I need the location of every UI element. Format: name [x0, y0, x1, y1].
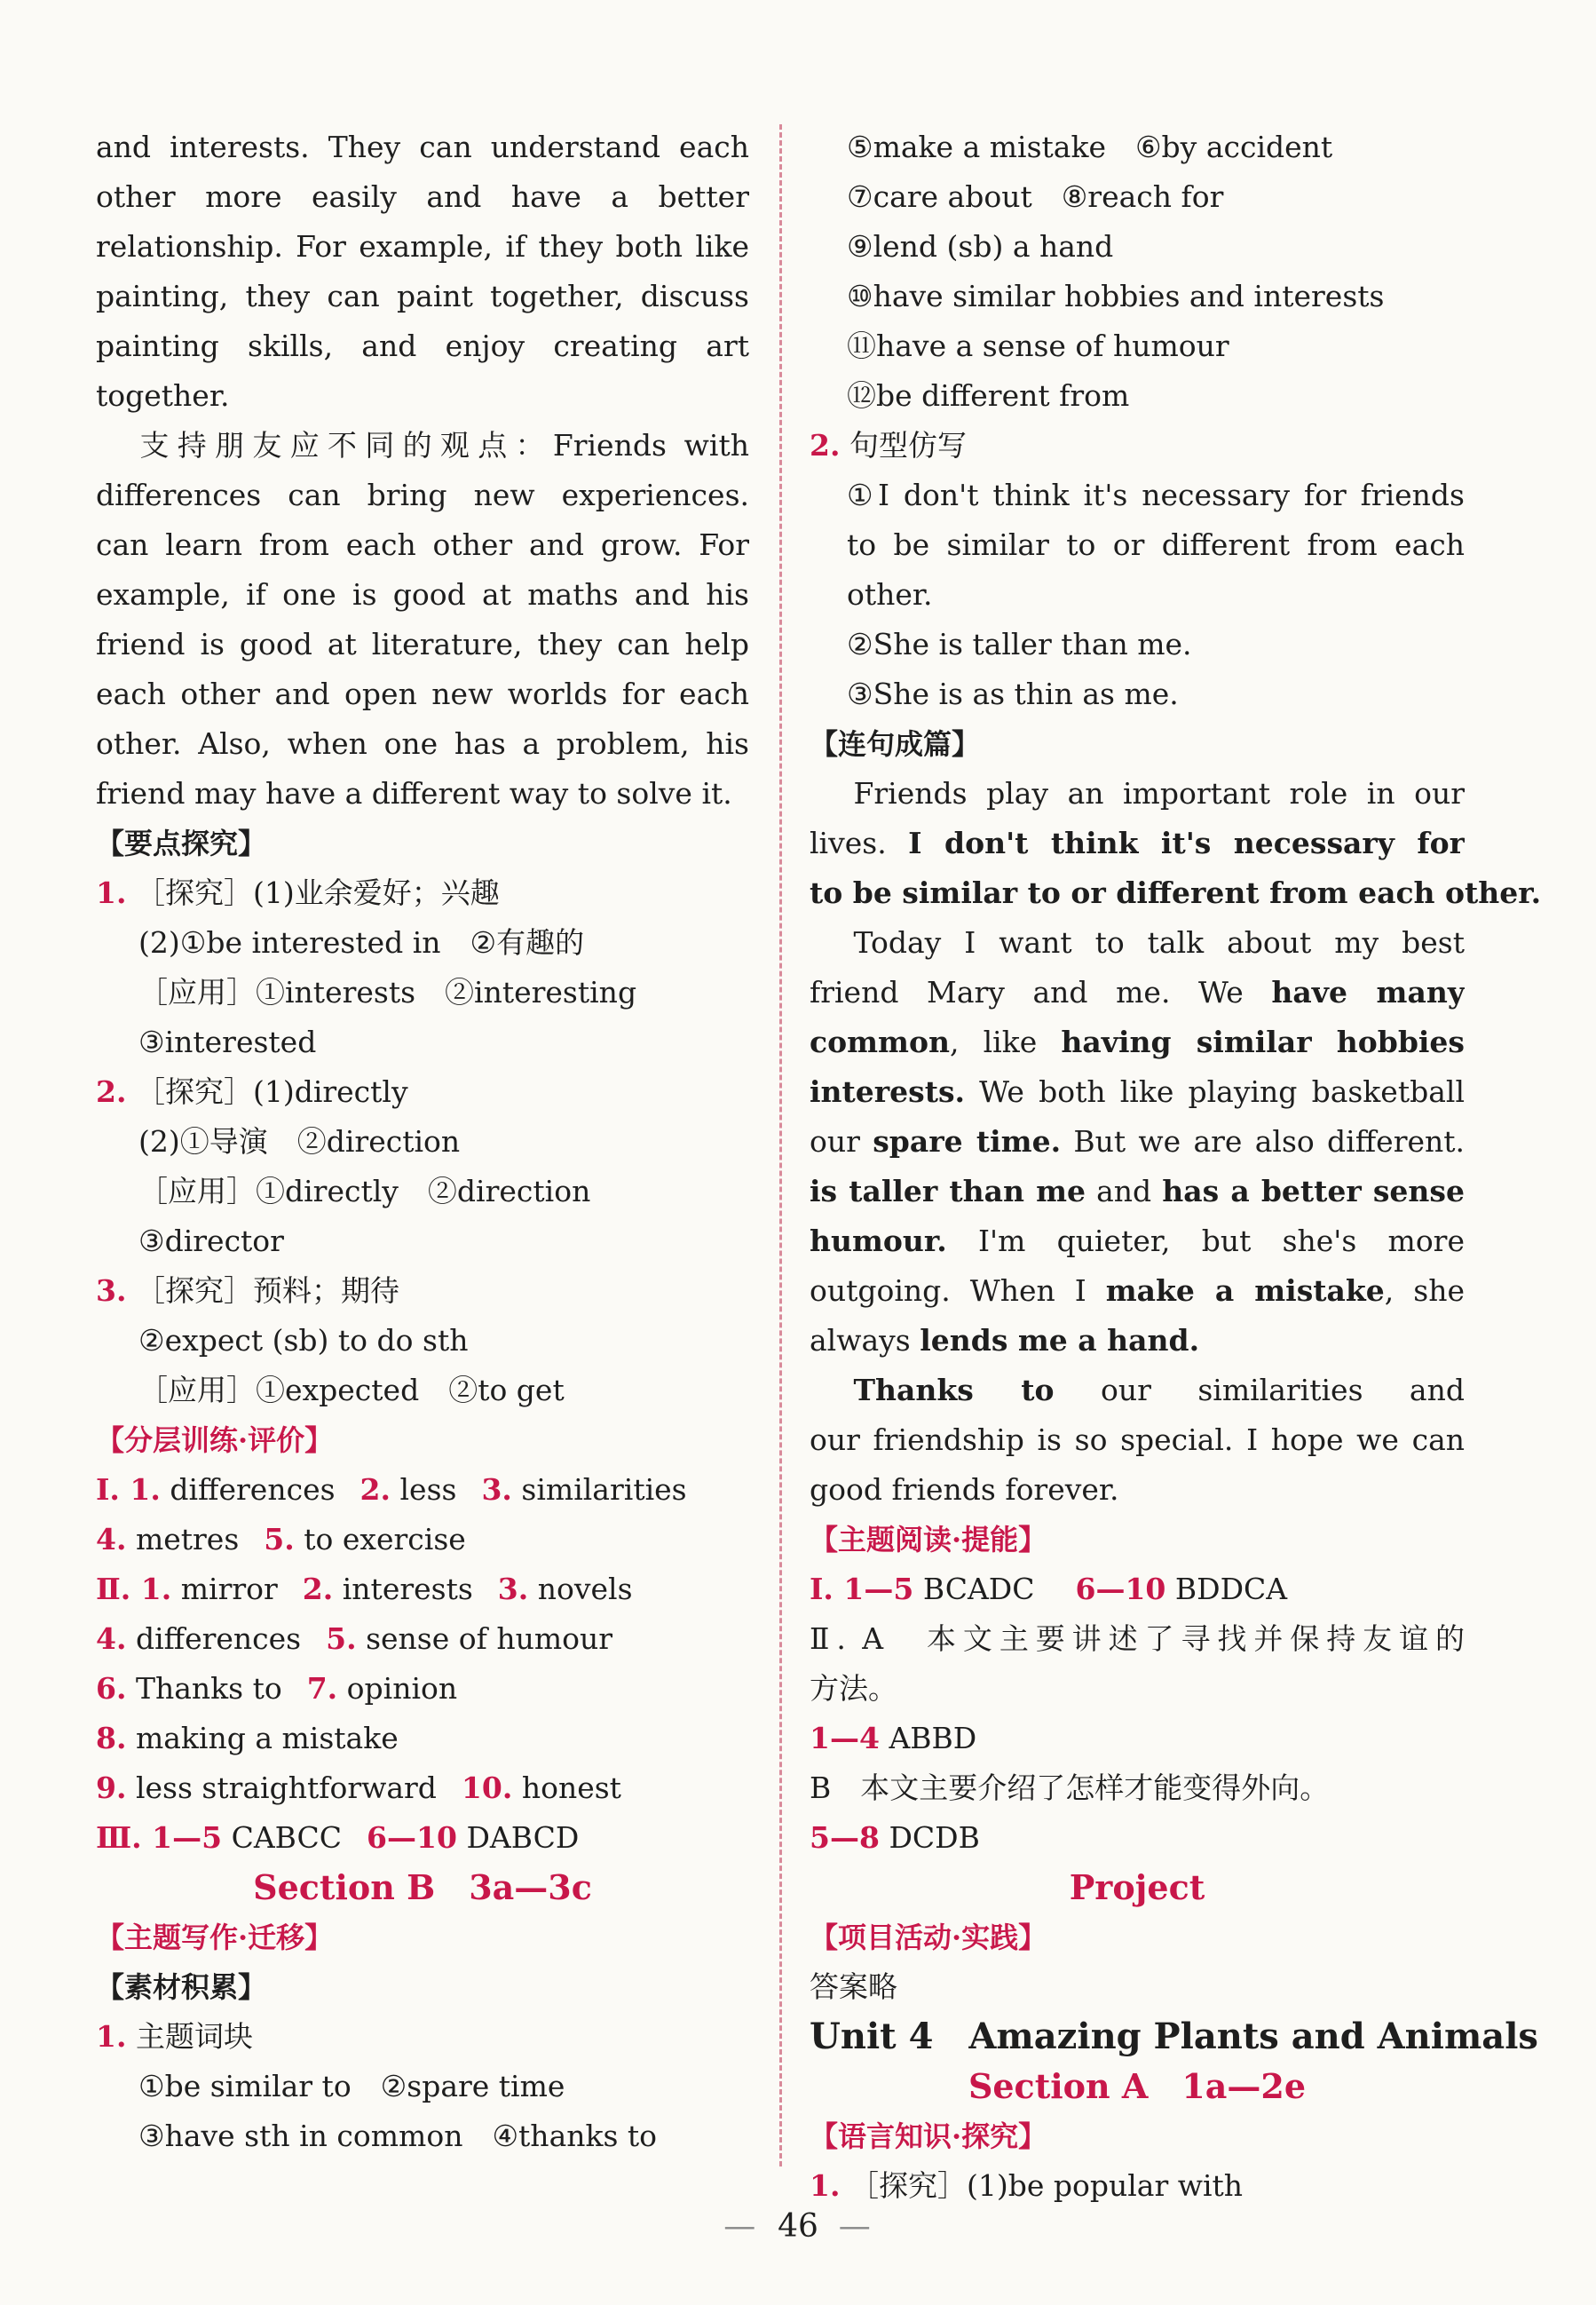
reading-answer: 5—8 DCDB	[810, 1820, 980, 1855]
item-number: 9.	[96, 1770, 127, 1805]
text-line: ③have sth in common ④thanks to	[138, 2119, 658, 2153]
text-line: 支持朋友应不同的观点：Friends with	[139, 428, 749, 463]
text-line: (2)①be interested in ②有趣的	[138, 925, 585, 960]
text-line: to be similar to or different from each	[847, 527, 1465, 562]
item-number: 6.	[96, 1671, 127, 1706]
answer-text: making a mistake	[135, 1721, 399, 1755]
sentence-imitation-item: 2. 句型仿写	[810, 428, 967, 463]
text-line: ①be similar to ②spare time	[138, 2069, 565, 2103]
text-line: other.	[847, 577, 933, 612]
phrase-line: ⑨lend (sb) a hand	[847, 229, 1114, 264]
essay-line: Thanks to our similarities and	[853, 1373, 1465, 1407]
phrase-line: ⑩have similar hobbies and interests	[847, 279, 1385, 313]
item-number: 5.	[264, 1522, 295, 1556]
keypoint-item: 2. ［探究］(1)directly	[96, 1074, 408, 1109]
answer-text: to exercise	[304, 1522, 466, 1556]
text-line: relationship. For example, if they both like	[96, 229, 749, 264]
exercise-answer-line	[96, 1515, 749, 1564]
page-number: — 46 —	[723, 2208, 873, 2245]
material-header: 【素材积累】	[96, 1970, 267, 2004]
keypoints-header: 【要点探究】	[96, 827, 267, 860]
essay-line: is taller than me and has a better sense	[810, 1174, 1465, 1208]
keypoint-item: 3. ［探究］预料；期待	[96, 1273, 399, 1308]
text-line: painting skills, and enjoy creating art	[96, 329, 749, 363]
text-line: and interests. They can understand each	[96, 130, 749, 164]
essay-line: outgoing. When I make a mistake, she	[810, 1273, 1465, 1308]
essay-line: our friendship is so special. I hope we can	[810, 1422, 1465, 1457]
reading-answer: Ⅱ. A 本文主要讲述了寻找并保持友谊的	[810, 1621, 1465, 1656]
reading-answer: B 本文主要介绍了怎样才能变得外向。	[810, 1770, 1330, 1805]
column-divider	[779, 124, 782, 2166]
item-number: 5.	[326, 1621, 357, 1656]
text-line: each other and open new worlds for each	[96, 677, 749, 711]
text-line: other more easily and have a better	[96, 179, 749, 214]
left-column	[96, 123, 749, 2161]
answer-text: metres	[135, 1522, 240, 1556]
essay-line: Today I want to talk about my best	[853, 925, 1465, 960]
item-number: 1.	[810, 2168, 841, 2203]
section-title: Section B 3a—3c	[253, 1867, 592, 1907]
exercise-answer-line	[96, 1813, 749, 1863]
phrase-line: ⑤make a mistake ⑥by accident	[847, 130, 1333, 164]
item-number: 3.	[497, 1572, 529, 1606]
item-number: 4.	[96, 1621, 127, 1656]
answer-text: interests	[342, 1572, 473, 1606]
item-number: 6—10	[367, 1820, 457, 1855]
text-line: friend is good at literature, they can help	[96, 627, 749, 661]
item-number: 4.	[96, 1522, 127, 1556]
item-number: 1.	[96, 2019, 127, 2054]
answer-text: Thanks to	[135, 1671, 282, 1706]
item-number: 1.	[96, 875, 127, 910]
answer-text: DABCD	[466, 1820, 580, 1855]
answer-text: mirror	[180, 1572, 278, 1606]
project-answer: 答案略	[810, 1969, 897, 2004]
answer-text: less	[399, 1472, 457, 1507]
answer-text: differences	[135, 1621, 302, 1656]
phrase-line: ⑫be different from	[847, 378, 1130, 413]
phrase-line: ⑦care about ⑧reach for	[847, 179, 1224, 214]
material-item: 1. 主题词块	[96, 2019, 253, 2054]
essay-line: Friends play an important role in our	[853, 776, 1465, 811]
unit-title: Unit 4 Amazing Plants and Animals	[810, 2016, 1538, 2057]
essay-line: friend Mary and me. We have many	[810, 975, 1465, 1010]
answer-text: less straightforward	[135, 1770, 437, 1805]
essay-line: common, like having similar hobbies	[810, 1025, 1465, 1059]
item-number: Ⅲ. 1—5	[96, 1820, 223, 1855]
answer-text: sense of humour	[366, 1621, 613, 1656]
text-line: can learn from each other and grow. For	[96, 527, 749, 562]
item-number: 3.	[96, 1273, 127, 1308]
text-line: ［应用］①interests ②interesting	[138, 975, 637, 1010]
reading-answer: 1—4 ABBD	[810, 1721, 977, 1755]
text-line: example, if one is good at maths and his	[96, 577, 749, 612]
item-number: Ⅱ. 1.	[96, 1572, 172, 1606]
answer-text: similarities	[521, 1472, 687, 1507]
project-header: 【项目活动·实践】	[810, 1921, 1047, 1954]
exercise-answer-line	[96, 1564, 749, 1614]
essay-line: humour. I'm quieter, but she's more	[810, 1224, 1465, 1258]
item-number: 7.	[306, 1671, 338, 1706]
essay-line: good friends forever.	[810, 1472, 1119, 1507]
essay-line: always lends me a hand.	[810, 1323, 1200, 1358]
reading-answer: 方法。	[810, 1671, 897, 1706]
writing-header: 【主题写作·迁移】	[96, 1921, 334, 1954]
language-header: 【语言知识·探究】	[810, 2119, 1047, 2153]
answer-text: novels	[537, 1572, 633, 1606]
text-line: ②She is taller than me.	[847, 627, 1192, 661]
item-number: Ⅰ. 1.	[96, 1472, 161, 1507]
text-line: ①I don't think it's necessary for friends	[847, 478, 1465, 512]
text-line: ②expect (sb) to do sth	[138, 1323, 469, 1358]
reading-header: 【主题阅读·提能】	[810, 1523, 1047, 1556]
answer-text: differences	[170, 1472, 336, 1507]
text-line: together.	[96, 378, 230, 413]
right-column	[810, 123, 1542, 2211]
layered-training-header: 【分层训练·评价】	[96, 1423, 334, 1457]
text-line: ［应用］①directly ②direction	[138, 1174, 591, 1208]
text-line: differences can bring new experiences.	[96, 478, 749, 512]
essay-line: to be similar to or different from each other.	[810, 875, 1542, 910]
language-item: 1. ［探究］(1)be popular with	[810, 2168, 1244, 2203]
exercise-answer-line	[96, 1763, 749, 1813]
exercise-answer-line	[96, 1714, 749, 1763]
section-title: Section A 1a—2e	[968, 2066, 1307, 2106]
exercise-answer-line	[96, 1465, 749, 1515]
text-line: ③interested	[138, 1025, 317, 1059]
text-line: painting, they can paint together, discuss	[96, 279, 749, 313]
essay-header: 【连句成篇】	[810, 727, 981, 761]
exercise-answer-line	[96, 1664, 749, 1714]
reading-answer: Ⅰ. 1—5 BCADC 6—10 BDDCA	[810, 1572, 1288, 1606]
phrase-line: ⑪have a sense of humour	[847, 329, 1229, 363]
text-line: (2)①导演 ②direction	[138, 1124, 461, 1159]
item-number: 2.	[359, 1472, 391, 1507]
answer-text: CABCC	[231, 1820, 343, 1855]
text-line: other. Also, when one has a problem, his	[96, 726, 749, 761]
item-number: 3.	[481, 1472, 512, 1507]
essay-line: our spare time. But we are also different.	[810, 1124, 1465, 1159]
essay-line: interests. We both like playing basketball	[810, 1074, 1465, 1109]
answer-text: opinion	[346, 1671, 458, 1706]
essay-line: lives. I don't think it's necessary for	[810, 826, 1465, 860]
answer-text: honest	[521, 1770, 621, 1805]
keypoint-item: 1. ［探究］(1)业余爱好；兴趣	[96, 875, 500, 910]
item-number: 2.	[810, 428, 841, 463]
item-number: 2.	[302, 1572, 334, 1606]
text-line: ［应用］①expected ②to get	[138, 1373, 565, 1407]
item-number: 2.	[96, 1074, 127, 1109]
exercise-answer-line	[96, 1614, 749, 1664]
text-line: ③director	[138, 1224, 284, 1258]
exercise-answers	[96, 1465, 749, 1863]
text-line: friend may have a different way to solve it.	[96, 776, 732, 811]
text-line: ③She is as thin as me.	[847, 677, 1179, 711]
item-number: 10.	[461, 1770, 513, 1805]
item-number: 8.	[96, 1721, 127, 1755]
project-title: Project	[1069, 1867, 1205, 1907]
